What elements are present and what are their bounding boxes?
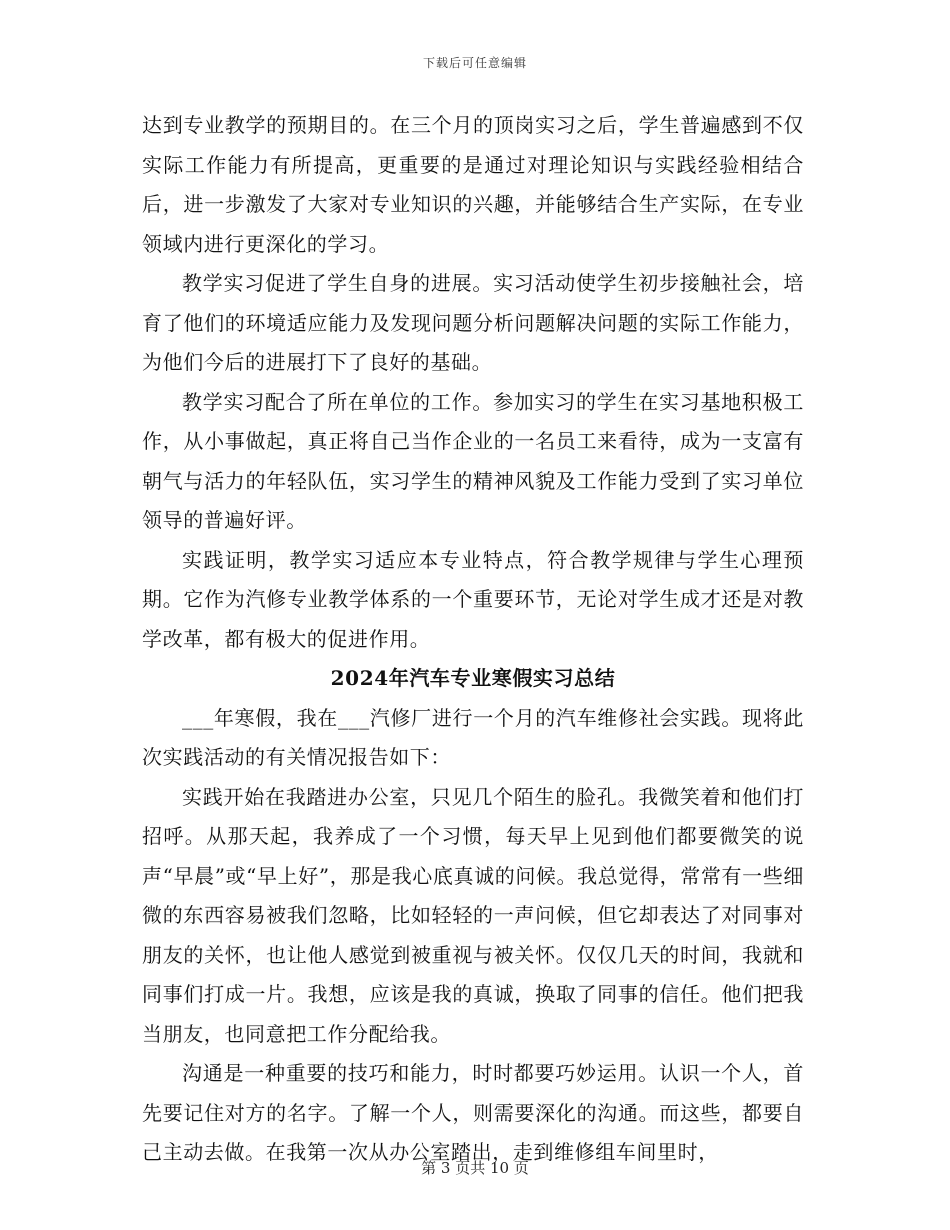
paragraph-continuation: 达到专业教学的预期目的。在三个月的顶岗实习之后，学生普遍感到不仅实际工作能力有所提高，更重要的是通过对理论知识与实践经验相结合后，进一步激发了大家对专业知识的兴趣，并能够结合生产实际，在专业领域内进行更深化的学习。 <box>142 113 804 256</box>
document-body <box>142 106 804 1173</box>
paragraph-intro: ___年寒假，我在___汽修厂进行一个月的汽车维修社会实践。现将此次实践活动的有关情况报告如下： <box>142 705 804 769</box>
paragraph-greeting-habit: 实践开始在我踏进办公室，只见几个陌生的脸孔。我微笑着和他们打招呼。从那天起，我养成了一个习惯，每天早上见到他们都要微笑的说声“早晨”或“早上好”，那是我心底真诚的问候。我总觉得，常常有一些细微的东西容易被我们忽略，比如轻轻的一声问候，但它却表达了对同事对朋友的关怀，也让他人感觉到被重视与被关怀。仅仅几天的时间，我就和同事们打成一片。我想，应该是我的真诚，换取了同事的信任。他们把我当朋友，也同意把工作分配给我。 <box>142 784 804 1046</box>
paragraph-student-progress: 教学实习促进了学生自身的进展。实习活动使学生初步接触社会，培育了他们的环境适应能力及发现问题分析问题解决问题的实际工作能力，为他们今后的进展打下了良好的基础。 <box>142 271 804 374</box>
page-header-note: 下载后可任意编辑 <box>422 56 527 70</box>
paragraph-practice-proof: 实践证明，教学实习适应本专业特点，符合教学规律与学生心理预期。它作为汽修专业教学体系的一个重要环节，无论对学生成才还是对教学改革，都有极大的促进作用。 <box>142 547 804 651</box>
paragraph-unit-cooperation: 教学实习配合了所在单位的工作。参加实习的学生在实习基地积极工作，从小事做起，真正将自己当作企业的一名员工来看待，成为一支富有朝气与活力的年轻队伍，实习学生的精神风貌及工作能力受到了实习单位领导的普遍好评。 <box>142 389 804 532</box>
page-number: 第 3 页共 10 页 <box>421 1159 529 1177</box>
paragraph-communication: 沟通是一种重要的技巧和能力，时时都要巧妙运用。认识一个人，首先要记住对方的名字。了解一个人，则需要深化的沟通。而这些，都要自己主动去做。在我第一次从办公室踏出，走到维修组车间里时， <box>142 1061 804 1164</box>
section-title: 2024年汽车专业寒假实习总结 <box>330 666 616 690</box>
